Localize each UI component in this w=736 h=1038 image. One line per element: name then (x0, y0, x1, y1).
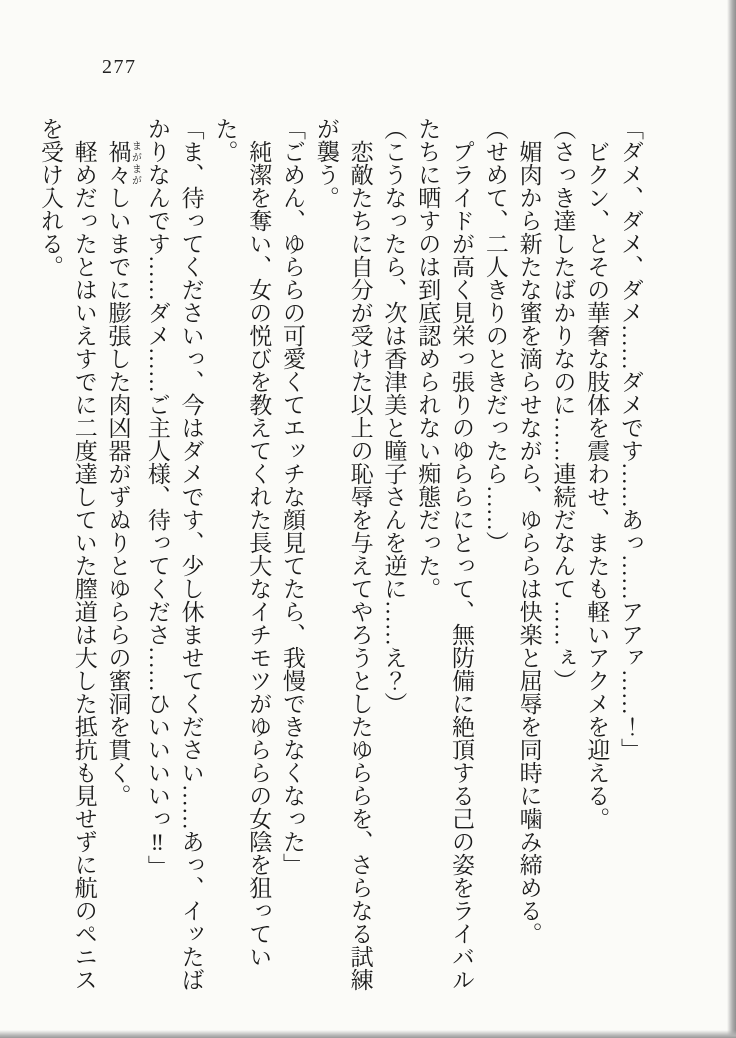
paragraph: （さっき達したばかりなのに……連続だなんて……ぇ） (550, 117, 576, 692)
paragraph: 軽めだったとはいえすでに二度達していた膣道は大した抵抗も見せずに航のペニスを受け入れる。 (37, 117, 97, 991)
scan-edge-right (727, 0, 736, 1038)
paragraph: 「ま、待ってくださいっ、今はダメです、少し休ませてください……あっ、イッたばかりなんです……ダメ……ご主人様、待ってくださ……ひいいいいっ‼」 (144, 117, 204, 991)
paragraph: ビクン、とその華奢な肢体を震わせ、またも軽いアクメを迎える。 (584, 140, 610, 830)
paragraph: 純潔を奪い、女の悦びを教えてくれた長大なイチモツがゆららの女陰を狙っていた。 (212, 117, 272, 968)
ruby-annotated-word: 禍々 まがまが (105, 140, 141, 186)
text-body (33, 117, 647, 997)
paragraph: プライドが高く見栄っ張りのゆららにとって、無防備に絶頂する己の姿をライバルたちに晒すのは到底認められない痴態だった。 (415, 117, 475, 991)
paragraph: 恋敵たちに自分が受けた以上の恥辱を与えてやろうとしたゆららを、さらなる試練が襲う。 (313, 117, 373, 991)
paragraph: （せめて、二人きりのときだったら……） (482, 117, 508, 554)
paragraph: 媚肉から新たな蜜を滴らせながら、ゆららは快楽と屈辱を同時に噛み締める。 (516, 140, 542, 945)
paragraph: 「ダメ、ダメ、ダメ……ダメです……あっ……アアァ……！」 (618, 117, 643, 761)
scan-edge-bottom (0, 1030, 736, 1038)
paragraph: （こうなったら、次は香津美と瞳子さんを逆に……え？） (381, 117, 407, 715)
paragraph: 禍々 まがまがしいまでに膨張した肉凶器がずぬりとゆららの蜜洞を貫く。 (105, 140, 141, 807)
page-number: 277 (102, 56, 137, 78)
paragraph: 「ごめん、ゆららの可愛くてエッチな顔見てたら、我慢できなくなった」 (280, 117, 306, 876)
